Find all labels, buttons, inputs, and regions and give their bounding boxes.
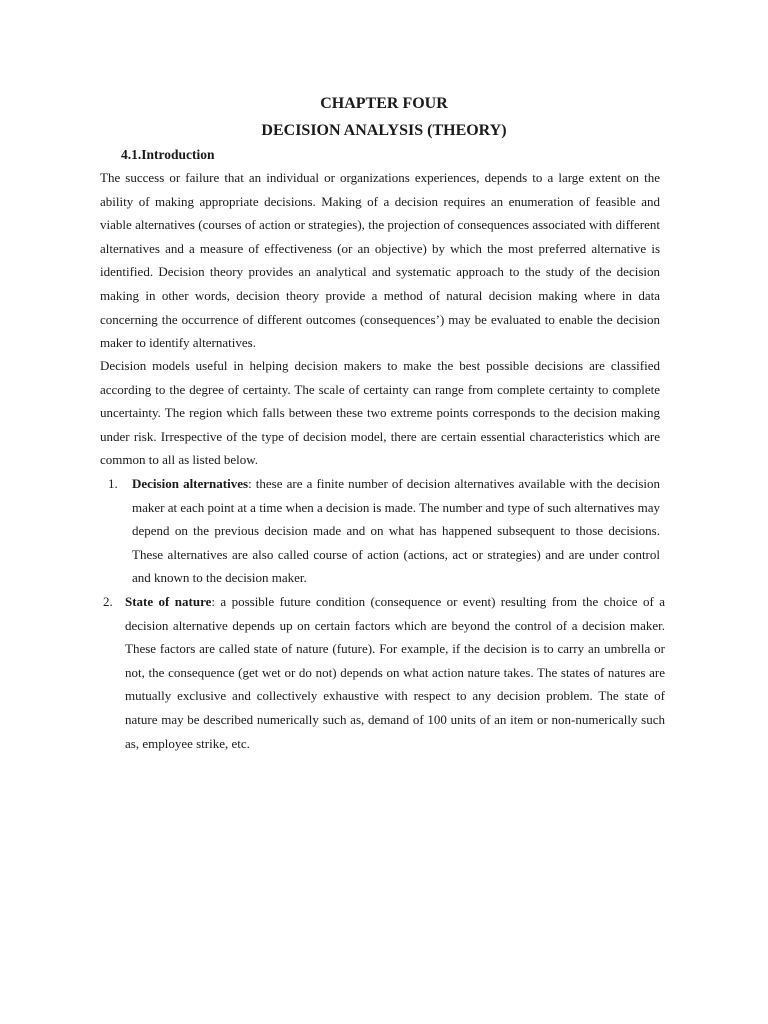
chapter-title: CHAPTER FOUR <box>320 95 448 112</box>
characteristics-list-2 <box>0 590 768 755</box>
list-item <box>0 472 660 590</box>
section-heading: 4.1.Introduction <box>121 147 215 162</box>
list-item-text: : these are a finite number of decision alternatives available with the decision maker at each point at a time when a decision is made. The number and type of such alternatives may depend on the previous decision made and on what has happened subsequent to those decisions. These alternatives are also called course of action (actions, act or strategies) and are under control and known to the decision maker. <box>132 476 660 586</box>
list-item <box>0 590 665 755</box>
list-item-number: 2. <box>103 594 113 609</box>
paragraph-decision-models: Decision models useful in helping decision makers to make the best possible decisions are classified according to the degree of certainty. The scale of certainty can range from complete certainty to complete uncertainty. The region which falls between these two extreme points corresponds to the decision making under risk. Irrespective of the type of decision model, there are certain essential characteristics which are common to all as listed below. <box>100 358 660 468</box>
chapter-subtitle: DECISION ANALYSIS (THEORY) <box>261 122 507 139</box>
list-item-term: Decision alternatives <box>132 476 249 491</box>
list-item-text: : a possible future condition (consequence or event) resulting from the choice of a decision alternative depends up on certain factors which are beyond the control of a decision maker. These factors are called state of nature (future). For example, if the decision is to carry an umbrella or not, the consequence (get wet or do not) depends on what action nature takes. The states of natures are mutually exclusive and collectively exhaustive with respect to any decision problem. The state of nature may be described numerically such as, demand of 100 units of an item or non-numerically such as, employee strike, etc. <box>125 594 665 751</box>
characteristics-list-1 <box>0 472 768 590</box>
list-item-term: State of nature <box>125 594 212 609</box>
list-item-number: 1. <box>108 476 118 491</box>
paragraph-introduction: The success or failure that an individual or organizations experiences, depends to a large extent on the ability of making appropriate decisions. Making of a decision requires an enumeration of feasible and viable alternatives (courses of action or strategies), the projection of consequences associated with different alternatives and a measure of effectiveness (or an objective) by which the most preferred alternative is identified. Decision theory provides an analytical and systematic approach to the study of the decision making in other words, decision theory provide a method of natural decision making where in data concerning the occurrence of different outcomes (consequences’) may be evaluated to enable the decision maker to identify alternatives. <box>100 170 660 351</box>
